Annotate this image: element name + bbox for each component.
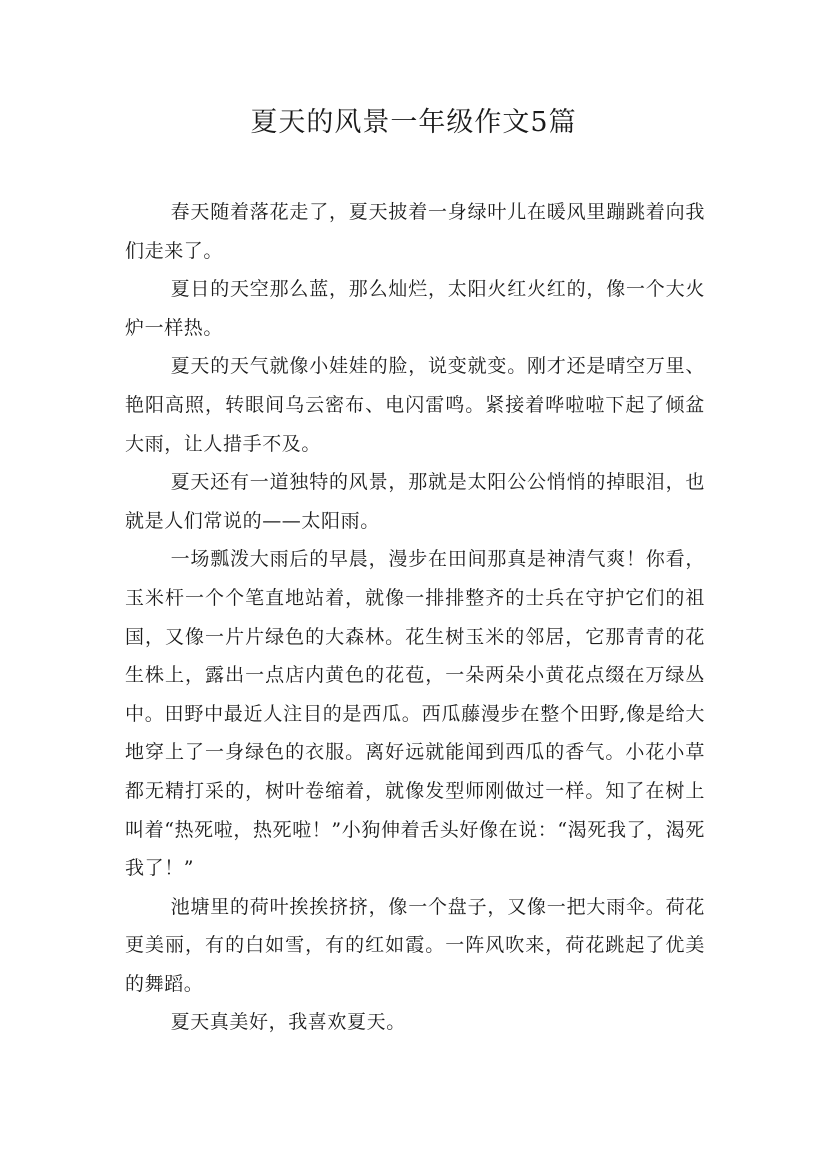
- paragraph-3: 夏天的天气就像小娃娃的脸，说变就变。刚才还是晴空万里、艳阳高照，转眼间乌云密布、电闪雷鸣。紧接着哗啦啦下起了倾盆大雨，让人措手不及。: [125, 355, 705, 455]
- paragraph-2: 夏日的天空那么蓝，那么灿烂，太阳火红火红的，像一个大火炉一样热。: [125, 278, 705, 339]
- paragraph-5: 一场瓢泼大雨后的早晨，漫步在田间那真是神清气爽！你看，玉米杆一个个笔直地站着，就像一排排整齐的士兵在守护它们的祖国，又像一片片绿色的大森林。花生树玉米的邻居，它那青青的花生株上，露出一点店内黄色的花苞，一朵两朵小黄花点缀在万绿丛中。田野中最近人注目的是西瓜。西瓜藤漫步在整个田野,像是给大地穿上了一身绿色的衣服。离好远就能闻到西瓜的香气。小花小草都无精打采的，树叶卷缩着，就像发型师刚做过一样。知了在树上叫着“热死啦，热死啦！”小狗伸着舌头好像在说：“渴死我了，渴死我了！”: [125, 548, 705, 880]
- paragraph-4: 夏天还有一道独特的风景，那就是太阳公公悄悄的掉眼泪，也就是人们常说的——太阳雨。: [125, 471, 705, 532]
- paragraph-6: 池塘里的荷叶挨挨挤挤，像一个盘子，又像一把大雨伞。荷花更美丽，有的白如雪，有的红如霞。一阵风吹来，荷花跳起了优美的舞蹈。: [125, 895, 705, 995]
- document-body: [125, 193, 705, 1042]
- document-title: 夏天的风景一年级作文5篇: [250, 107, 577, 138]
- paragraph-7: 夏天真美好，我喜欢夏天。: [170, 1011, 406, 1034]
- paragraph-1: 春天随着落花走了，夏天披着一身绿叶儿在暖风里蹦跳着向我们走来了。: [125, 201, 705, 262]
